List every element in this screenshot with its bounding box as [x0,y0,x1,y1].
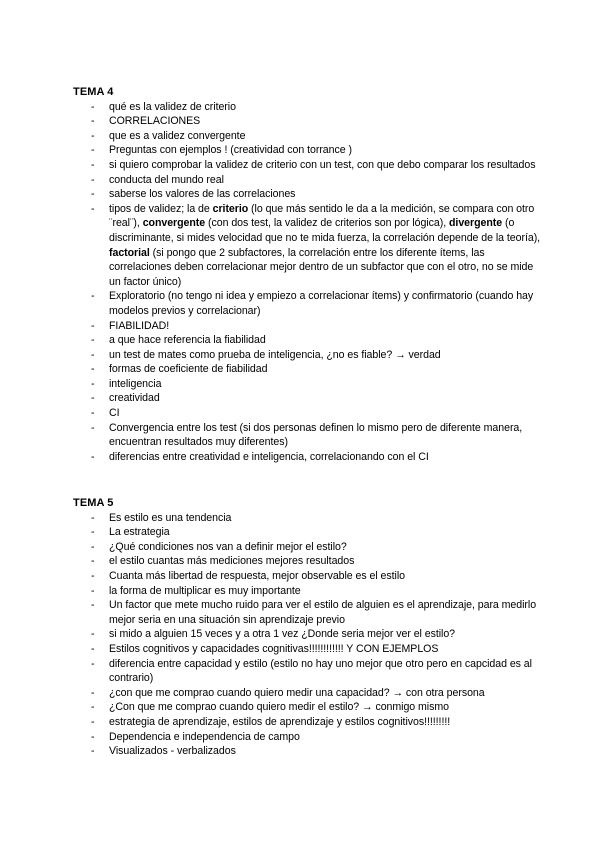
bold-term: criterio [212,202,249,215]
bullet-dash: - [91,715,95,728]
list-item [73,511,543,526]
list-item [73,686,543,701]
list-item [73,730,543,745]
list-item [73,158,543,173]
item-text: qué es la validez de criterio [109,100,236,113]
list-item [73,569,543,584]
bullet-dash: - [91,421,95,434]
item-text: La estrategia [109,526,170,539]
item-text: saberse los valores de las correlaciones [109,188,296,201]
item-text: (lo que más sentido le da a la medición, se compara con otro ¨real¨), [109,202,535,230]
list-item [73,187,543,202]
bullet-dash: - [91,657,95,670]
bullet-dash: - [91,392,95,405]
item-text: estrategia de aprendizaje, estilos de aprendizaje y estilos cognitivos!!!!!!!!! [109,715,451,728]
item-text: ¿con que me comprao cuando quiero medir una capacidad? → con otra persona [109,686,485,699]
item-text: Cuanta más libertad de respuesta, mejor observable es el estilo [109,569,405,582]
list-item [73,715,543,730]
bullet-dash: - [91,555,95,568]
list-item [73,289,543,318]
list-item [73,362,543,377]
item-text: Estilos cognitivos y capacidades cognitivas!!!!!!!!!!!! Y CON EJEMPLOS [109,642,439,655]
list-item [73,406,543,421]
list-item [73,377,543,392]
list-item [73,114,543,129]
item-text: CI [109,407,120,420]
item-text: Visualizados - verbalizados [109,745,236,758]
item-text: Exploratorio (no tengo ni idea y empiezo a correlacionar ítems) y confirmatorio (cuando hay modelos previos y correlacionar) [109,290,534,317]
section-heading: TEMA 5 [73,497,114,509]
item-text: (o discriminante, si mides velocidad que no te mida fuerza, la correlación depende de la teoría), [109,217,541,244]
list-item [73,450,543,465]
bullet-list [73,511,543,759]
section-tema-5 [73,496,543,759]
item-text: Es estilo es una tendencia [109,511,232,524]
bullet-dash: - [91,173,95,186]
bullet-dash: - [91,334,95,347]
list-item [73,319,543,334]
item-text: ¿Qué condiciones nos van a definir mejor el estilo? [109,540,347,553]
item-text: creatividad [109,392,160,405]
bullet-dash: - [91,115,95,128]
bullet-dash: - [91,540,95,553]
list-item [73,100,543,115]
bullet-dash: - [91,144,95,157]
list-item [73,554,543,569]
item-text: CORRELACIONES [109,115,201,128]
item-text: formas de coeficiente de fiabilidad [109,363,268,376]
bullet-dash: - [91,407,95,420]
bullet-dash: - [91,730,95,743]
item-text: un test de mates como prueba de inteligencia, ¿no es fiable? → verdad [109,348,441,361]
bullet-dash: - [91,100,95,113]
list-item [73,584,543,599]
bullet-list [73,100,543,465]
list-item [73,657,543,686]
list-item [73,700,543,715]
item-text: diferencias entre creatividad e inteligencia, correlacionando con el CI [109,450,429,463]
list-item [73,391,543,406]
list-item [73,540,543,555]
list-item [73,333,543,348]
item-text: tipos de validez; la de [109,202,213,215]
item-text: diferencia entre capacidad y estilo (estilo no hay uno mejor que otro pero en capcidad es al contrario) [109,657,532,685]
list-item [73,348,543,363]
bullet-dash: - [91,599,95,612]
bullet-dash: - [91,290,95,303]
bullet-dash: - [91,363,95,376]
item-text: (con dos test, la validez de criterios son por lógica), [205,217,450,230]
bullet-dash: - [91,158,95,171]
bullet-dash: - [91,686,95,699]
bullet-dash: - [91,569,95,582]
bold-term: factorial [109,246,150,259]
item-text: si mido a alguien 15 veces y a otra 1 vez ¿Donde seria mejor ver el estilo? [109,628,456,641]
item-text: ¿Con que me comprao cuando quiero medir el estilo? → conmigo mismo [109,701,449,714]
bullet-dash: - [91,450,95,463]
bullet-dash: - [91,526,95,539]
list-item [73,744,543,759]
list-item [73,642,543,657]
item-text: Un factor que mete mucho ruido para ver el estilo de alguien es el aprendizaje, para medirlo mejor seria en una situación sin aprendizaje previo [109,599,537,626]
item-text: Preguntas con ejemplos ! (creatividad con torrance ) [109,144,352,157]
list-item [73,202,543,290]
bullet-dash: - [91,377,95,390]
item-text: a que hace referencia la fiabilidad [109,334,266,347]
item-text: la forma de multiplicar es muy importante [109,584,301,597]
item-text: Dependencia e independencia de campo [109,730,300,743]
list-item [73,627,543,642]
list-item [73,143,543,158]
list-item [73,525,543,540]
bullet-dash: - [91,348,95,361]
item-text: conducta del mundo real [109,173,224,186]
item-text: (si pongo que 2 subfactores, la correlación entre los diferente ítems, las correlaciones deben correlacionar mejor dentro de un subfactor que con el otro, no se mide un factor único) [109,246,534,288]
bullet-dash: - [91,319,95,332]
item-text: Convergencia entre los test (si dos personas definen lo mismo pero de diferente manera, encuentran resultados muy diferentes) [109,421,523,449]
bullet-dash: - [91,511,95,524]
bullet-dash: - [91,745,95,758]
list-item [73,173,543,188]
item-text: si quiero comprobar la validez de criterio con un test, con que debo comparar los resultados [109,158,536,171]
item-text: el estilo cuantas más mediciones mejores resultados [109,555,355,568]
bullet-dash: - [91,628,95,641]
bullet-dash: - [91,584,95,597]
item-text: que es a validez convergente [109,129,246,142]
item-text: FIABILIDAD! [109,319,170,332]
section-tema-4 [73,85,543,464]
bold-term: divergente [449,217,503,230]
list-item [73,421,543,450]
bullet-dash: - [91,129,95,142]
section-heading: TEMA 4 [73,86,114,98]
item-text: inteligencia [109,377,162,390]
bullet-dash: - [91,202,95,215]
bullet-dash: - [91,701,95,714]
bullet-dash: - [91,642,95,655]
list-item [73,598,543,627]
bold-term: convergente [142,217,206,230]
bullet-dash: - [91,188,95,201]
list-item [73,129,543,144]
